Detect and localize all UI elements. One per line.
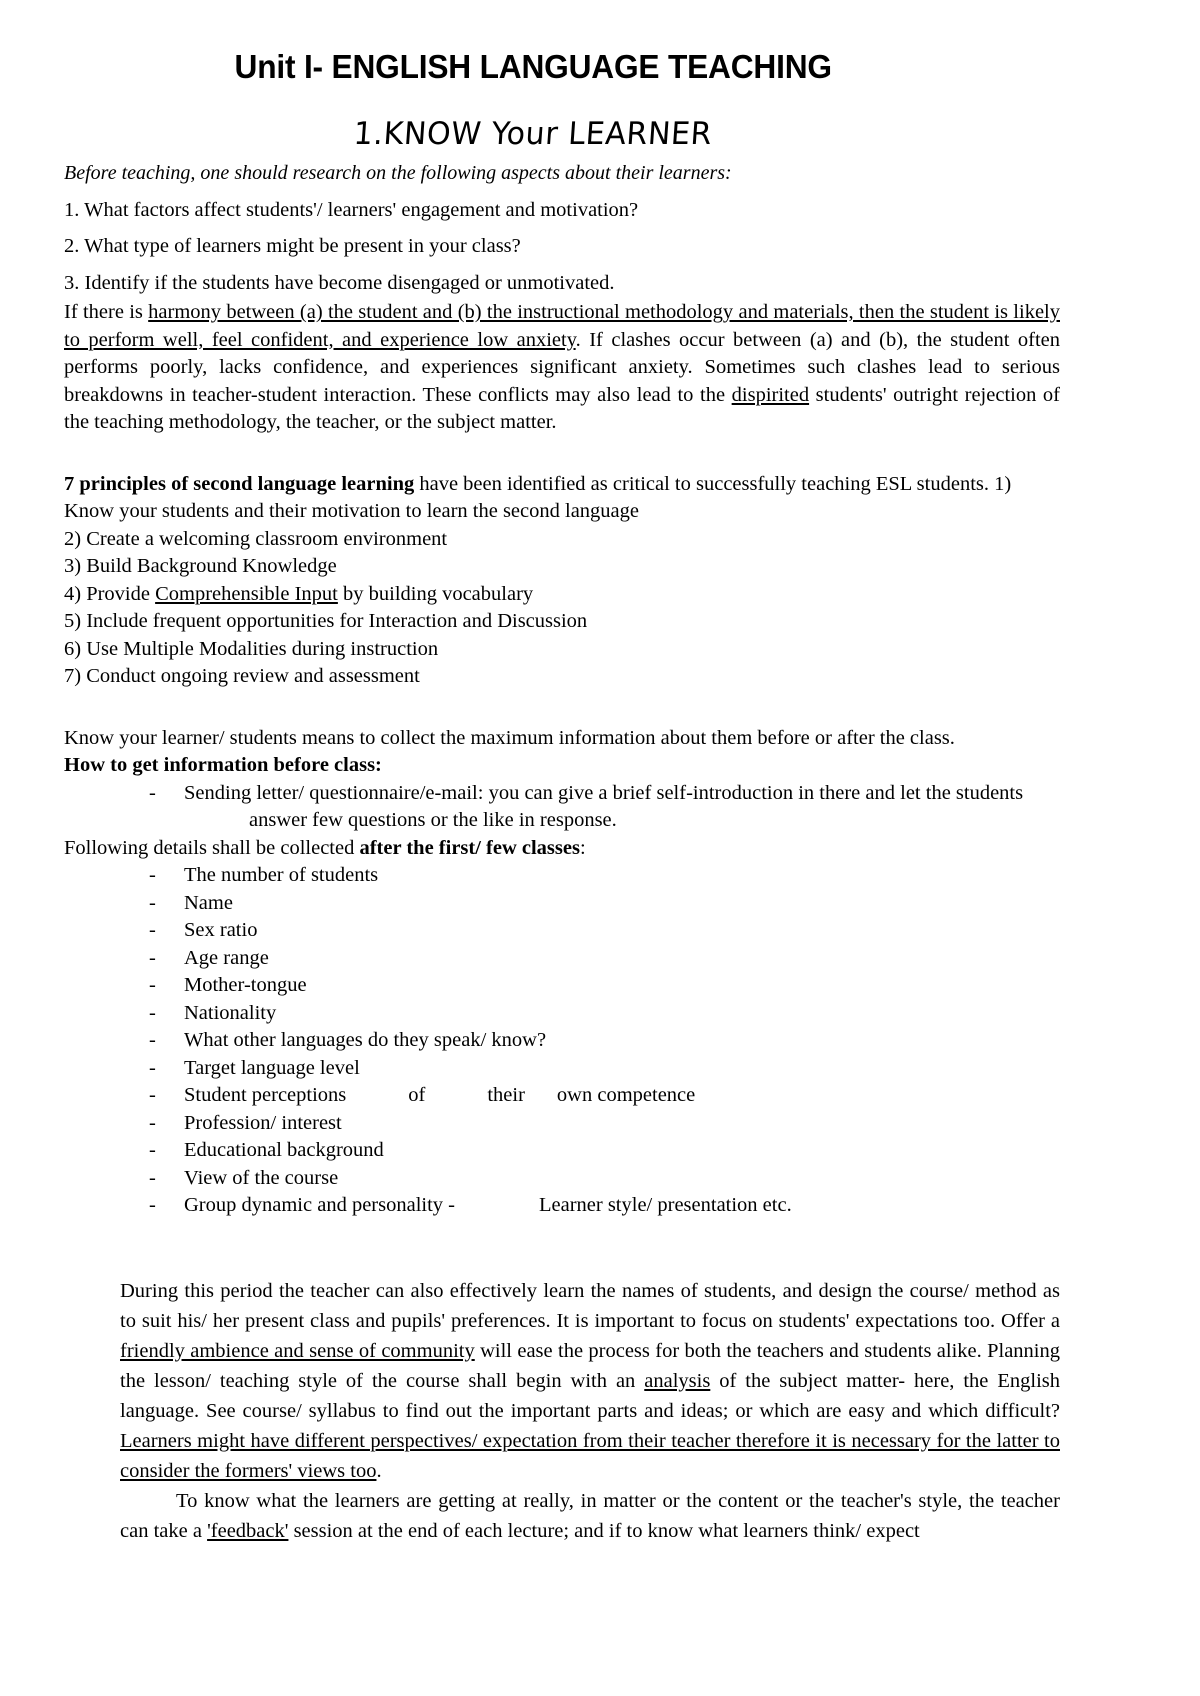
list-item-label: What other languages do they speak/ know? xyxy=(184,1029,547,1051)
group-part-1: Group dynamic and personality - xyxy=(184,1194,455,1216)
harmony-underlined: harmony between (a) the student and (b) the instructional methodology and materials, then the student is likely to perform well, feel confident, and experience low anxiety xyxy=(64,301,1060,351)
perceptions-part-2: of xyxy=(408,1084,426,1106)
know-learner-line: Know your learner/ students means to collect the maximum information about them before or after the class. xyxy=(64,726,955,749)
harmony-post: students' outright rejection of the teaching methodology, the teacher, or the subject matter. xyxy=(64,383,1061,433)
list-item xyxy=(64,1055,1060,1083)
spacer xyxy=(64,1220,1060,1276)
closing-s2: will ease the process for both the teachers and students alike. Planning the lesson/ teaching style of the course shall begin with an xyxy=(120,1339,1061,1392)
principle-4-post: by building vocabulary xyxy=(337,582,534,605)
list-item xyxy=(64,1110,1060,1138)
dash-marker: - xyxy=(149,1056,156,1079)
principle-4 xyxy=(64,581,1060,609)
dispirited-underlined: dispirited xyxy=(731,383,810,406)
principle-3: 3) Build Background Knowledge xyxy=(64,555,337,577)
following-details-pre: Following details shall be collected xyxy=(64,836,360,859)
list-item xyxy=(64,972,1060,1000)
group-part-2: Learner style/ presentation etc. xyxy=(538,1194,792,1216)
principle-2: 2) Create a welcoming classroom environment xyxy=(64,527,448,550)
dash-marker: - xyxy=(149,1166,156,1189)
principles-section xyxy=(64,471,1060,691)
dash-marker: - xyxy=(149,1029,156,1051)
closing2-s2: session at the end of each lecture; and if to know what learners think/ expect xyxy=(288,1519,920,1542)
question-3: 3. Identify if the students have become disengaged or unmotivated. xyxy=(64,271,615,294)
before-class-heading xyxy=(64,752,1060,780)
feedback-underlined: 'feedback' xyxy=(207,1519,289,1542)
page-subtitle: 1.KNOW Your LEARNER xyxy=(352,116,714,152)
principle-4-pre: 4) Provide xyxy=(64,582,156,605)
list-item-label: Name xyxy=(184,891,233,914)
harmony-pre: If there is xyxy=(64,301,149,323)
learners-perspectives-underlined: Learners might have different perspectives/ expectation from their teacher therefore it is necessary for the latter to consider the formers' views too xyxy=(120,1429,1060,1482)
dash-marker: - xyxy=(149,1139,156,1161)
document-body xyxy=(64,160,1060,1546)
principle-1: Know your students and their motivation to learn the second language xyxy=(64,500,640,522)
spacer xyxy=(64,691,1060,725)
list-item-label: Mother-tongue xyxy=(184,974,307,996)
list-item xyxy=(64,780,1060,808)
principles-lead xyxy=(64,471,1060,499)
list-item-student-perceptions xyxy=(64,1082,1060,1110)
closing-s1: During this period the teacher can also effectively learn the names of students, and design the course/ method as to suit his/ her present class and pupils' preferences. It is important to focus on students' expectations too. Offer a xyxy=(120,1279,1060,1332)
list-item-label xyxy=(184,1082,1060,1110)
list-item xyxy=(64,1137,1060,1165)
list-item-label: Target language level xyxy=(184,1056,360,1079)
before-class-heading-text: How to get information before class: xyxy=(64,754,382,776)
principles-bold-lead: 7 principles of second language learning xyxy=(64,472,415,495)
closing-section xyxy=(120,1276,1060,1546)
comprehensible-input-underlined: Comprehensible Input xyxy=(155,582,338,605)
closing-paragraph-1 xyxy=(120,1276,1060,1486)
list-item-group-dynamic xyxy=(64,1192,1060,1220)
principle-6: 6) Use Multiple Modalities during instruction xyxy=(64,637,439,660)
list-item-label: Sex ratio xyxy=(184,919,258,941)
dash-marker: - xyxy=(149,1111,156,1134)
spacer xyxy=(64,437,1060,471)
following-details-line xyxy=(64,835,1060,863)
dash-marker: - xyxy=(149,974,156,996)
dash-marker: - xyxy=(149,864,156,886)
list-item-label: Educational background xyxy=(184,1139,384,1161)
perceptions-part-3: their xyxy=(487,1084,525,1106)
dash-marker: - xyxy=(149,781,156,804)
following-details-post: : xyxy=(579,836,586,859)
harmony-mid: . If clashes occur between (a) and (b), the student often performs poorly, lacks confidence, and experiences significant anxiety. Sometimes such clashes lead to serious breakdowns in teacher-student interaction. These conflicts may also lead to the xyxy=(64,328,1060,406)
dash-marker: - xyxy=(149,1084,156,1106)
question-2: 2. What type of learners might be present in your class? xyxy=(64,235,521,257)
list-item-label: View of the course xyxy=(184,1166,339,1189)
list-item xyxy=(64,1165,1060,1193)
closing-paragraph-2 xyxy=(120,1486,1060,1546)
list-item xyxy=(64,862,1060,890)
list-item-label xyxy=(184,1192,1060,1220)
dash-marker: - xyxy=(149,891,156,914)
before-class-bullet-continuation: answer few questions or the like in response. xyxy=(249,809,617,831)
details-list xyxy=(64,862,1060,1220)
closing-s3: of the subject matter- here, the English language. See course/ syllabus to find out the important parts and ideas; or which are easy and which difficult? xyxy=(120,1369,1060,1422)
list-item-label: Nationality xyxy=(184,1001,277,1024)
principle-7: 7) Conduct ongoing review and assessment xyxy=(64,665,420,687)
list-item xyxy=(64,917,1060,945)
list-item-label: Age range xyxy=(184,946,269,969)
principles-lead-rest: have been identified as critical to successfully teaching ESL students. 1) xyxy=(414,472,1012,495)
question-1: 1. What factors affect students'/ learners' engagement and motivation? xyxy=(64,198,639,221)
list-item-label: Profession/ interest xyxy=(184,1111,342,1134)
list-item xyxy=(64,890,1060,918)
principle-5: 5) Include frequent opportunities for Interaction and Discussion xyxy=(64,610,588,632)
perceptions-part-1: Student perceptions xyxy=(184,1084,347,1106)
closing-s4: . xyxy=(376,1459,382,1482)
lead-sentence: Before teaching, one should research on the following aspects about their learners: xyxy=(64,162,732,184)
page-title: Unit I- ENGLISH LANGUAGE TEACHING xyxy=(234,48,832,85)
before-class-bullet-text: Sending letter/ questionnaire/e-mail: you can give a brief self-introduction in there and let the students xyxy=(184,781,1024,804)
perceptions-part-4: own competence xyxy=(556,1084,696,1106)
list-item xyxy=(64,945,1060,973)
friendly-ambience-underlined: friendly ambience and sense of community xyxy=(120,1339,475,1362)
harmony-paragraph xyxy=(64,299,1060,437)
dash-marker: - xyxy=(149,919,156,941)
list-item-label: The number of students xyxy=(184,864,379,886)
dash-marker: - xyxy=(149,1194,156,1216)
closing2-s1: To know what the learners are getting at really, in matter or the content or the teacher's style, the teacher can take a xyxy=(120,1489,1060,1542)
list-item xyxy=(64,1000,1060,1028)
dash-marker: - xyxy=(149,1001,156,1024)
following-details-bold: after the first/ few classes xyxy=(359,836,580,859)
dash-marker: - xyxy=(149,946,156,969)
analysis-underlined: analysis xyxy=(644,1369,711,1392)
list-item xyxy=(64,1027,1060,1055)
